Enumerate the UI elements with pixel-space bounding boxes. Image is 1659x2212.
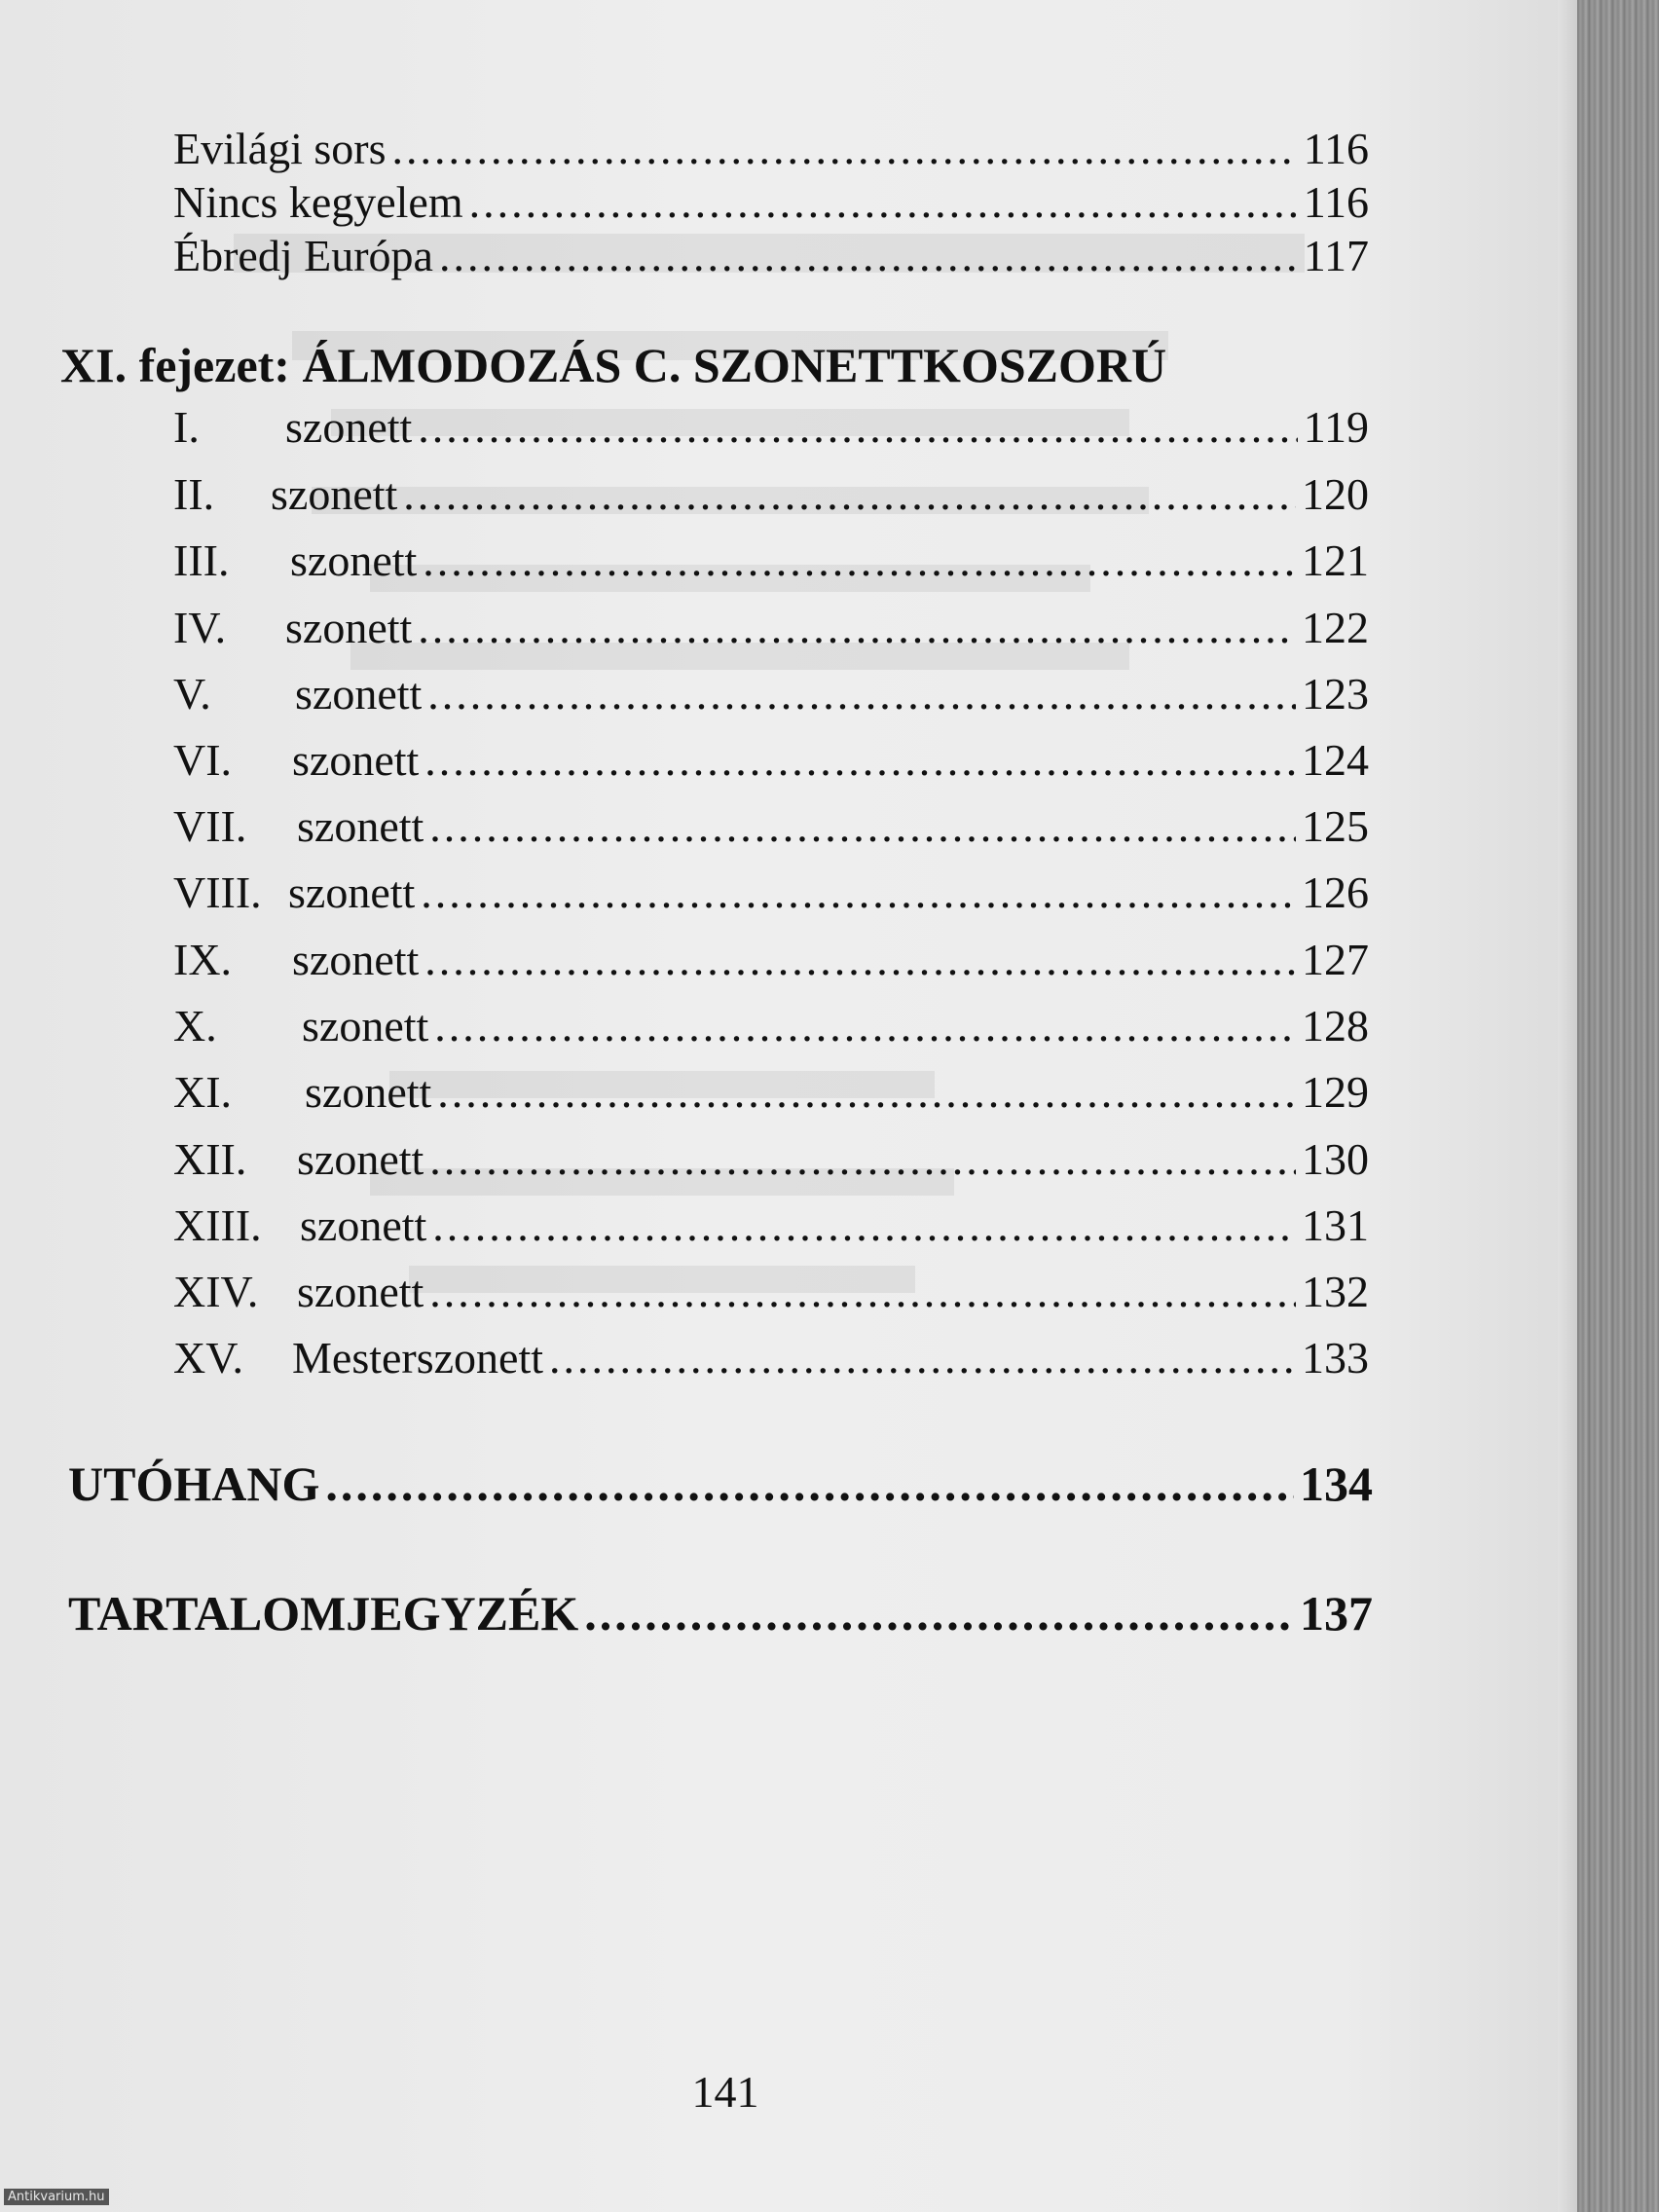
entry-page-number: 123 — [1302, 669, 1369, 719]
entry-title: szonett — [288, 867, 416, 917]
entry-page-number: 133 — [1302, 1333, 1369, 1382]
dot-leader — [325, 1456, 1294, 1512]
site-watermark: Antikvarium.hu — [4, 2189, 109, 2205]
roman-numeral: XII. — [173, 1134, 247, 1184]
entry-title: Evilági sors — [173, 124, 387, 173]
roman-numeral: XIII. — [173, 1200, 262, 1250]
roman-numeral: IX. — [173, 935, 233, 984]
major-toc-entry — [68, 1585, 1373, 1641]
entry-page-number: 131 — [1302, 1200, 1369, 1250]
dot-leader — [424, 734, 1296, 786]
dot-leader — [432, 1199, 1296, 1251]
dot-leader — [549, 1332, 1296, 1383]
entry-title: szonett — [292, 935, 420, 984]
sonnet-entry — [173, 535, 1369, 586]
sonnet-entry — [173, 1332, 1369, 1383]
sonnet-entry — [173, 1199, 1369, 1251]
sonnet-entry — [173, 734, 1369, 786]
entry-title: szonett — [302, 1001, 429, 1051]
entry-title: UTÓHANG — [68, 1456, 320, 1511]
entry-title: TARTALOMJEGYZÉK — [68, 1586, 579, 1641]
entry-page-number: 124 — [1302, 735, 1369, 785]
dot-leader — [391, 123, 1297, 174]
entry-title: szonett — [297, 1267, 424, 1316]
major-toc-entry — [68, 1456, 1373, 1512]
dot-leader — [427, 668, 1296, 719]
toc-entry — [173, 176, 1369, 228]
dot-leader — [418, 401, 1297, 453]
sonnet-entry — [173, 1000, 1369, 1051]
entry-title: szonett — [290, 535, 418, 585]
entry-page-number: 116 — [1303, 124, 1369, 173]
roman-numeral: II. — [173, 469, 215, 519]
dot-leader — [423, 535, 1296, 586]
sonnet-entry — [173, 1066, 1369, 1118]
dot-leader — [418, 602, 1296, 653]
sonnet-entry — [173, 401, 1369, 453]
entry-page-number: 129 — [1302, 1067, 1369, 1117]
entry-page-number: 116 — [1303, 177, 1369, 227]
sonnet-entry — [173, 866, 1369, 918]
sonnet-entry — [173, 800, 1369, 852]
dot-leader — [429, 800, 1296, 852]
sonnet-entry — [173, 1133, 1369, 1185]
sonnet-entry — [173, 468, 1369, 520]
entry-title: szonett — [292, 735, 420, 785]
toc-entry — [173, 230, 1369, 281]
entry-page-number: 117 — [1303, 231, 1369, 280]
dot-leader — [403, 468, 1296, 520]
dot-leader — [429, 1133, 1296, 1185]
book-spine — [1577, 0, 1659, 2212]
roman-numeral: XIV. — [173, 1267, 259, 1316]
roman-numeral: XI. — [173, 1067, 233, 1117]
entry-title: Nincs kegyelem — [173, 177, 463, 227]
entry-title: Mesterszonett — [292, 1333, 544, 1382]
roman-numeral: IV. — [173, 603, 227, 652]
entry-page-number: 134 — [1300, 1456, 1373, 1511]
entry-title: szonett — [297, 801, 424, 851]
roman-numeral: VI. — [173, 735, 233, 785]
roman-numeral: XV. — [173, 1333, 244, 1382]
entry-page-number: 130 — [1302, 1134, 1369, 1184]
roman-numeral: VIII. — [173, 867, 262, 917]
page-edge — [1558, 0, 1577, 2212]
sonnet-entry — [173, 602, 1369, 653]
entry-page-number: 122 — [1302, 603, 1369, 652]
entry-page-number: 127 — [1302, 935, 1369, 984]
sonnet-entry — [173, 668, 1369, 719]
toc-entry — [173, 123, 1369, 174]
dot-leader — [421, 866, 1296, 918]
roman-numeral: VII. — [173, 801, 247, 851]
chapter-heading: XI. fejezet: ÁLMODOZÁS C. SZONETTKOSZORÚ — [60, 338, 1167, 392]
entry-title: szonett — [300, 1200, 427, 1250]
entry-page-number: 119 — [1303, 402, 1369, 452]
entry-page-number: 125 — [1302, 801, 1369, 851]
roman-numeral: III. — [173, 535, 230, 585]
dot-leader — [439, 230, 1298, 281]
dot-leader — [424, 934, 1296, 985]
entry-title: szonett — [271, 469, 398, 519]
entry-title: szonett — [285, 603, 413, 652]
roman-numeral: I. — [173, 402, 200, 452]
entry-title: szonett — [295, 669, 423, 719]
entry-title: szonett — [297, 1134, 424, 1184]
entry-page-number: 137 — [1300, 1586, 1373, 1641]
entry-page-number: 128 — [1302, 1001, 1369, 1051]
roman-numeral: V. — [173, 669, 211, 719]
dot-leader — [434, 1000, 1296, 1051]
page-number: 141 — [691, 2067, 759, 2117]
entry-page-number: 120 — [1302, 469, 1369, 519]
dot-leader — [429, 1266, 1296, 1317]
roman-numeral: X. — [173, 1001, 217, 1051]
entry-page-number: 132 — [1302, 1267, 1369, 1316]
sonnet-entry — [173, 1266, 1369, 1317]
sonnet-entry — [173, 934, 1369, 985]
dot-leader — [437, 1066, 1296, 1118]
entry-page-number: 121 — [1302, 535, 1369, 585]
entry-title: szonett — [305, 1067, 432, 1117]
entry-title: szonett — [285, 402, 413, 452]
dot-leader — [584, 1585, 1294, 1641]
entry-title: Ébredj Európa — [173, 231, 433, 280]
entry-page-number: 126 — [1302, 867, 1369, 917]
dot-leader — [469, 176, 1298, 228]
